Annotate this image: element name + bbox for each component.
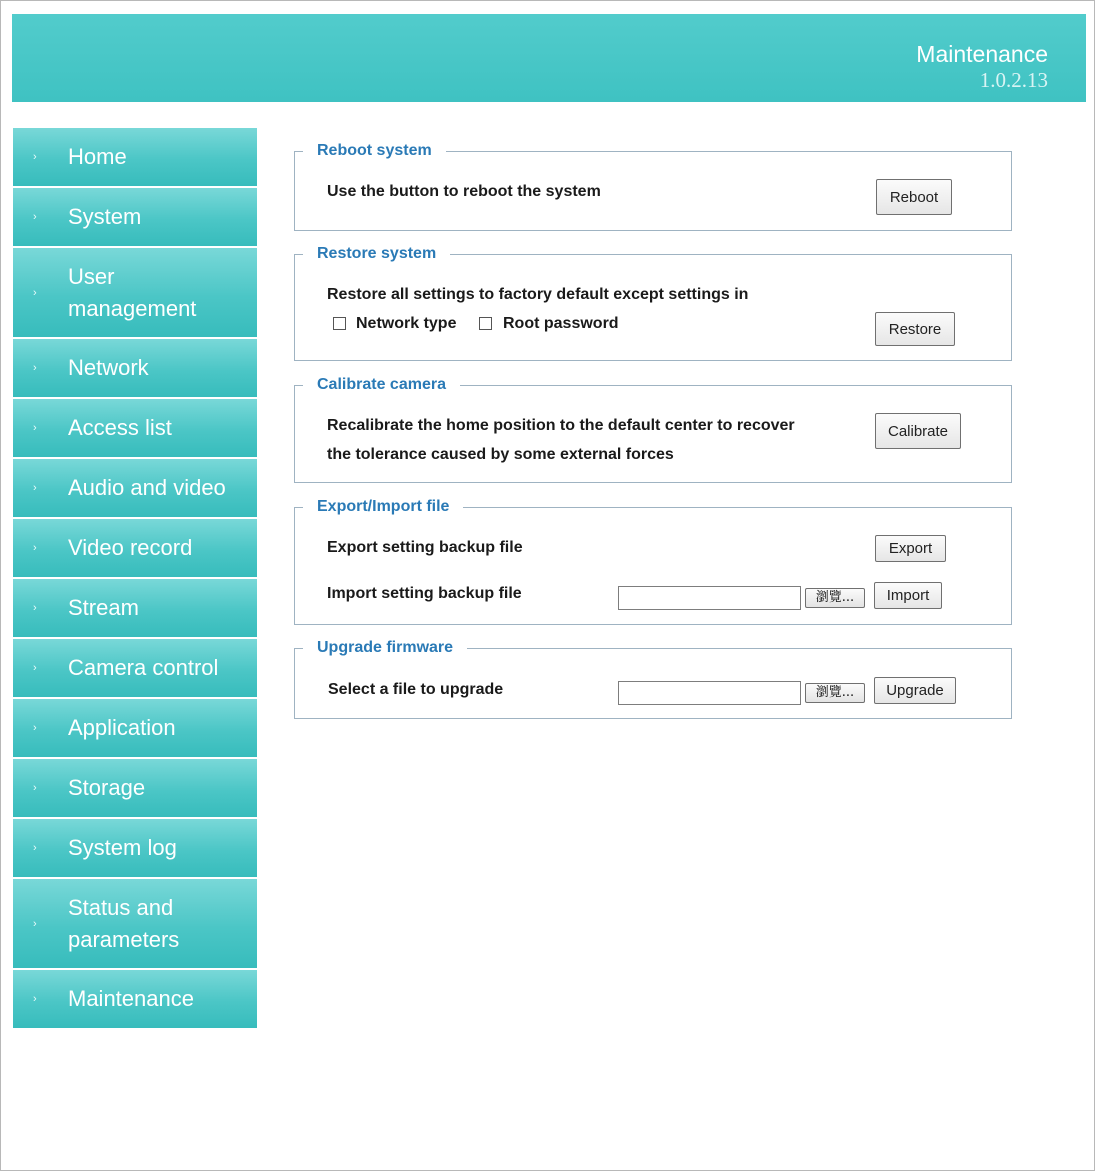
import-file-input[interactable] — [618, 586, 801, 610]
reboot-system-panel — [294, 142, 1012, 231]
sidebar-item-network[interactable] — [13, 339, 257, 399]
calibrate-button[interactable]: Calibrate — [875, 413, 961, 449]
export-label: Export setting backup file — [327, 539, 523, 556]
chevron-right-icon: › — [33, 422, 37, 434]
sidebar-item-label-line2: management — [68, 295, 197, 321]
sidebar-nav — [13, 128, 257, 1030]
import-button[interactable]: Import — [874, 582, 942, 609]
sidebar-item-stream[interactable] — [13, 579, 257, 639]
sidebar-item-label: Storage — [68, 775, 146, 800]
reboot-button[interactable]: Reboot — [876, 179, 952, 215]
chevron-right-icon: › — [33, 662, 37, 674]
reboot-system-legend: Reboot system — [303, 140, 446, 162]
export-button[interactable]: Export — [875, 535, 946, 562]
calibrate-description-line1: Recalibrate the home position to the default center to recover — [327, 417, 795, 434]
chevron-right-icon: › — [33, 602, 37, 614]
firmware-version: 1.0.2.13 — [979, 68, 1048, 92]
root-password-checkbox[interactable] — [479, 317, 492, 330]
chevron-right-icon: › — [33, 917, 37, 930]
sidebar-item-audio-and-video[interactable] — [13, 459, 257, 519]
reboot-description: Use the button to reboot the system — [327, 183, 601, 200]
sidebar-item-video-record[interactable] — [13, 519, 257, 579]
upgrade-button[interactable]: Upgrade — [874, 677, 956, 704]
sidebar-item-label: System — [68, 204, 142, 229]
upgrade-browse-button[interactable]: 瀏覽... — [805, 683, 865, 703]
sidebar-item-label: Video record — [68, 535, 193, 560]
sidebar-item-system-log[interactable] — [13, 819, 257, 879]
chevron-right-icon: › — [33, 722, 37, 734]
sidebar-item-system[interactable] — [13, 188, 257, 248]
chevron-right-icon: › — [33, 211, 37, 223]
restore-system-panel — [294, 245, 1012, 361]
sidebar-item-label: Network — [68, 355, 149, 380]
sidebar-item-label: Audio and video — [68, 475, 226, 500]
page-header — [12, 14, 1086, 102]
calibrate-camera-legend: Calibrate camera — [303, 374, 460, 396]
sidebar-item-label: Camera control — [68, 655, 219, 680]
network-type-checkbox[interactable] — [333, 317, 346, 330]
sidebar-item-label-line1: User — [68, 263, 115, 289]
calibrate-description-line2: the tolerance caused by some external forces — [327, 446, 674, 463]
sidebar-item-label-line1: Status and — [68, 894, 174, 920]
chevron-right-icon: › — [33, 993, 37, 1005]
chevron-right-icon: › — [33, 286, 37, 299]
upgrade-file-input[interactable] — [618, 681, 801, 705]
restore-system-legend: Restore system — [303, 243, 450, 265]
sidebar-item-label: Stream — [68, 595, 139, 620]
export-import-panel — [294, 498, 1012, 625]
sidebar-item-home[interactable] — [13, 128, 257, 188]
sidebar-item-label-line2: parameters — [68, 926, 180, 952]
chevron-right-icon: › — [33, 542, 37, 554]
sidebar-item-camera-control[interactable] — [13, 639, 257, 699]
sidebar-item-access-list[interactable] — [13, 399, 257, 459]
sidebar-item-label: Application — [68, 715, 176, 740]
chevron-right-icon: › — [33, 362, 37, 374]
upgrade-label: Select a file to upgrade — [328, 681, 504, 698]
sidebar-item-label — [68, 261, 196, 325]
sidebar-item-storage[interactable] — [13, 759, 257, 819]
root-password-label: Root password — [503, 315, 619, 332]
upgrade-firmware-legend: Upgrade firmware — [303, 637, 467, 659]
chevron-right-icon: › — [33, 482, 37, 494]
sidebar-item-application[interactable] — [13, 699, 257, 759]
sidebar-item-label: Home — [68, 144, 127, 169]
sidebar-item-user-management[interactable] — [13, 248, 257, 339]
sidebar-item-label: System log — [68, 835, 177, 860]
chevron-right-icon: › — [33, 842, 37, 854]
page-title: Maintenance — [916, 41, 1048, 67]
sidebar-item-label — [68, 892, 179, 956]
chevron-right-icon: › — [33, 782, 37, 794]
import-label: Import setting backup file — [327, 585, 522, 602]
import-browse-button[interactable]: 瀏覽... — [805, 588, 865, 608]
chevron-right-icon: › — [33, 151, 37, 163]
restore-button[interactable]: Restore — [875, 312, 955, 346]
calibrate-camera-panel — [294, 376, 1012, 483]
restore-description: Restore all settings to factory default except settings in — [327, 286, 749, 303]
sidebar-item-label: Access list — [68, 415, 172, 440]
export-import-legend: Export/Import file — [303, 496, 463, 518]
upgrade-firmware-panel — [294, 639, 1012, 719]
network-type-label: Network type — [356, 315, 457, 332]
sidebar-item-maintenance[interactable] — [13, 970, 257, 1030]
sidebar-item-label: Maintenance — [68, 986, 194, 1011]
sidebar-item-status-and-parameters[interactable] — [13, 879, 257, 970]
